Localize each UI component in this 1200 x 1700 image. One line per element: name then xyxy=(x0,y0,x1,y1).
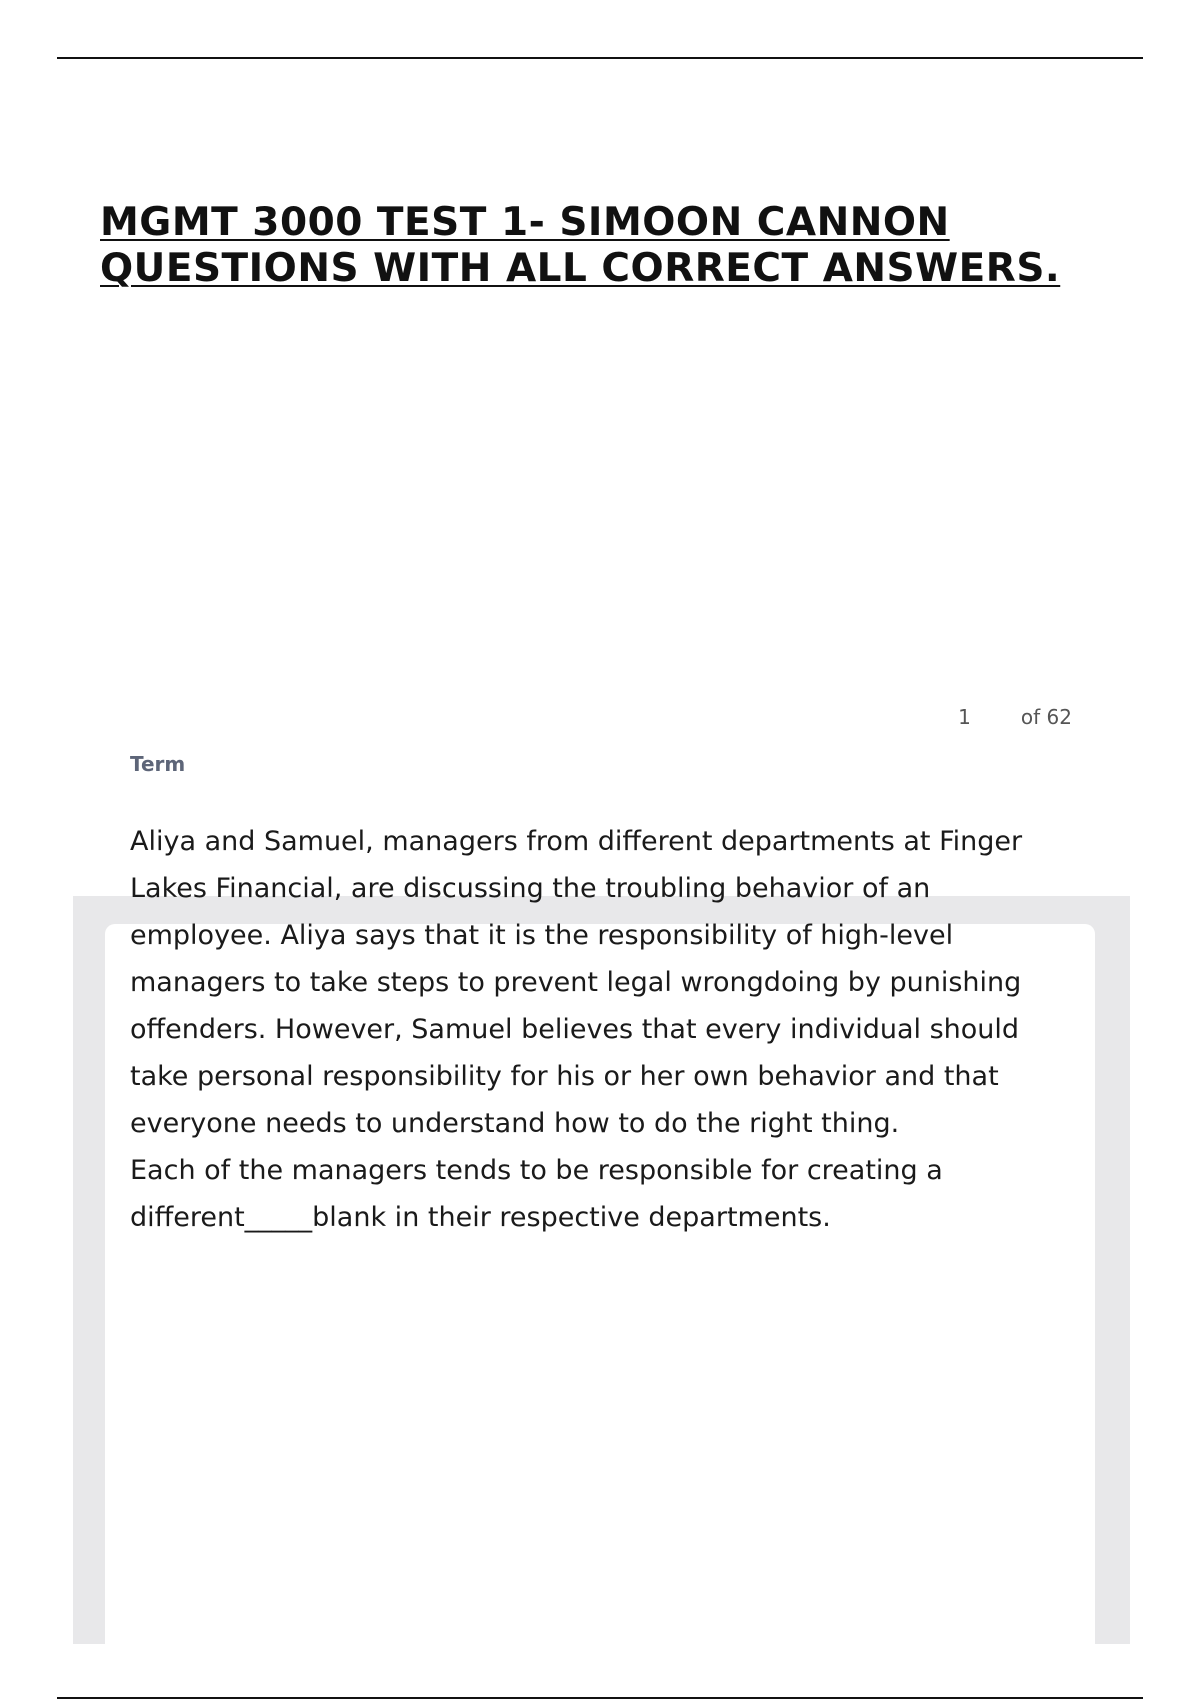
term-paragraph-2: Each of the managers tends to be responsible for creating a different_____blank in their respective departments. xyxy=(130,1155,943,1233)
card-counter xyxy=(958,705,1072,729)
document-title xyxy=(100,200,1100,292)
document-title-line-2: QUESTIONS WITH ALL CORRECT ANSWERS. xyxy=(100,246,1061,291)
term-text xyxy=(130,818,1060,1241)
term-paragraph-1: Aliya and Samuel, managers from different departments at Finger Lakes Financial, are discussing the troubling behavior of an employee. Aliya says that it is the responsibility of high-level managers to take steps to prevent legal wrongdoing by punishing offenders. However, Samuel believes that every individual should take personal responsibility for his or her own behavior and that everyone needs to understand how to do the right thing. xyxy=(130,826,1023,1139)
bottom-rule xyxy=(57,1697,1143,1699)
card-counter-current: 1 xyxy=(958,705,971,729)
top-rule xyxy=(57,57,1143,59)
card-counter-total: of 62 xyxy=(1020,705,1072,729)
document-title-line-1: MGMT 3000 TEST 1- SIMOON CANNON xyxy=(100,200,950,245)
term-label: Term xyxy=(130,752,186,776)
